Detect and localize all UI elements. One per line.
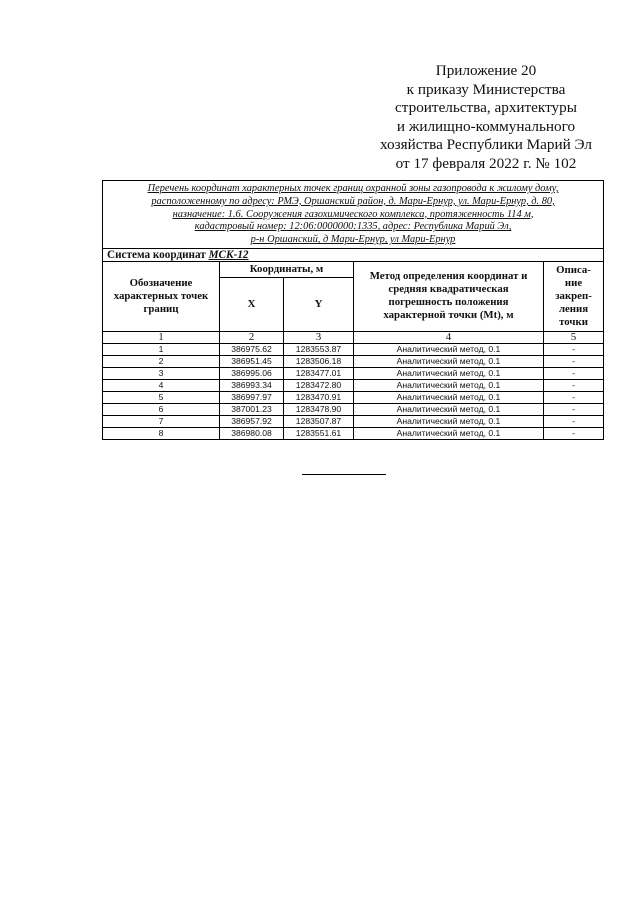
description: - [544,391,604,403]
table-row [103,391,604,403]
col-number: 1 [103,331,220,343]
point-number: 8 [103,427,220,439]
coord-y: 1283553.87 [284,343,354,355]
col-x: X [220,277,284,331]
table-title-line: назначение: 1.6. Сооружения газохимического комплекса, протяженность 114 м, [172,208,534,220]
table-row [103,415,604,427]
method: Аналитический метод, 0.1 [354,379,544,391]
table-title-line: кадастровый номер: 12:06:0000000:1335, адрес: Республика Марий Эл, [194,221,512,233]
coord-y: 1283506.18 [284,355,354,367]
coord-x: 387001.23 [220,403,284,415]
table-row [103,355,604,367]
description: - [544,403,604,415]
method: Аналитический метод, 0.1 [354,427,544,439]
header-line: от 17 февраля 2022 г. № 102 [395,154,577,172]
table-title-line: расположенному по адресу: РМЭ, Оршанский район, д. Мари-Ернур, ул. Мари-Ернур, д. 80, [151,195,555,207]
header-line: и жилищно-коммунального [396,117,576,135]
method: Аналитический метод, 0.1 [354,343,544,355]
coord-y: 1283478.90 [284,403,354,415]
coord-x: 386975.62 [220,343,284,355]
table-title-line: Перечень координат характерных точек границ охранной зоны газопровода к жилому дому, [147,183,559,194]
coord-x: 386997.97 [220,391,284,403]
coordinate-system-value: МСК-12 [208,248,249,261]
col-coordinates: Координаты, м [220,261,354,277]
coordinate-system [103,248,604,261]
document-header [340,62,632,174]
table-row [103,403,604,415]
coord-y: 1283477.01 [284,367,354,379]
col-number: 3 [284,331,354,343]
table-row [103,427,604,439]
footer-divider [302,474,386,475]
coord-y: 1283507.87 [284,415,354,427]
point-number: 3 [103,367,220,379]
description: - [544,367,604,379]
method: Аналитический метод, 0.1 [354,415,544,427]
point-number: 7 [103,415,220,427]
point-number: 4 [103,379,220,391]
table-row [103,379,604,391]
header-line: к приказу Министерства [406,80,566,98]
coord-y: 1283470.91 [284,391,354,403]
description: - [544,379,604,391]
table-title-line: р-н Оршанский, д Мари-Ернур, ул Мари-Ернур [250,234,456,246]
table-row [103,367,604,379]
col-number: 2 [220,331,284,343]
coord-y: 1283551.61 [284,427,354,439]
coordinates-table [102,180,604,440]
method: Аналитический метод, 0.1 [354,367,544,379]
description: - [544,427,604,439]
coordinate-system-label: Система координат [107,248,209,261]
point-number: 6 [103,403,220,415]
method: Аналитический метод, 0.1 [354,391,544,403]
header-line: хозяйства Республики Марий Эл [380,136,592,154]
coord-x: 386957.92 [220,415,284,427]
coord-x: 386951.45 [220,355,284,367]
col-number: 4 [354,331,544,343]
method: Аналитический метод, 0.1 [354,355,544,367]
coord-x: 386980.08 [220,427,284,439]
col-description-text: Описа-ние закреп-ления точки [555,263,592,328]
coord-x: 386993.34 [220,379,284,391]
col-number: 5 [544,331,604,343]
description: - [544,415,604,427]
coord-x: 386995.06 [220,367,284,379]
col-designation: Обозначение характерных точек границ [103,261,220,331]
header-line: строительства, архитектуры [395,99,577,117]
description: - [544,355,604,367]
point-number: 1 [103,343,220,355]
col-y: Y [284,277,354,331]
col-method: Метод определения координат и средняя квадратическая погрешность положения характерной точки (Mt), м [354,261,544,331]
header-line: Приложение 20 [435,62,537,79]
method: Аналитический метод, 0.1 [354,403,544,415]
table-row [103,343,604,355]
coord-y: 1283472.80 [284,379,354,391]
point-number: 5 [103,391,220,403]
point-number: 2 [103,355,220,367]
table-title [103,181,604,249]
col-description [544,261,604,331]
description: - [544,343,604,355]
